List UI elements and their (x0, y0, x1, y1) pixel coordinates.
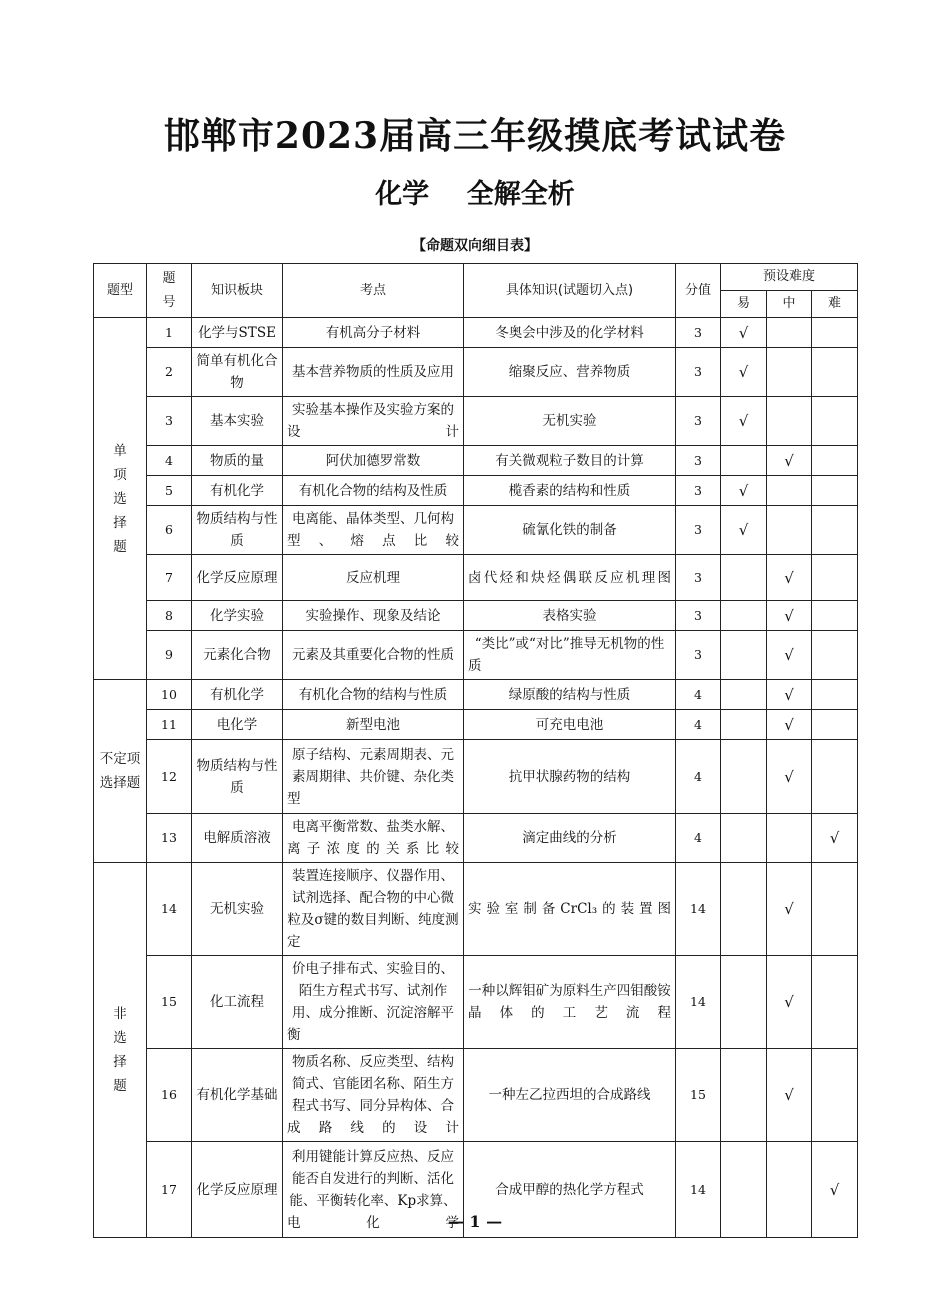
table-header (94, 264, 858, 318)
question-number-cell: 8 (147, 601, 192, 631)
score-cell: 4 (676, 710, 721, 740)
score-cell: 3 (676, 476, 721, 506)
difficulty-medium-cell: √ (767, 956, 812, 1049)
specific-cell: 缩聚反应、营养物质 (464, 348, 676, 397)
specific-cell: 有关微观粒子数目的计算 (464, 446, 676, 476)
difficulty-hard-cell (812, 476, 858, 506)
question-type-cell: 不定项选择题 (94, 680, 147, 863)
difficulty-hard-cell (812, 555, 858, 601)
difficulty-hard-cell (812, 601, 858, 631)
specific-cell: 榄香素的结构和性质 (464, 476, 676, 506)
question-number-cell: 9 (147, 631, 192, 680)
score-cell: 3 (676, 506, 721, 555)
difficulty-easy-cell (721, 680, 767, 710)
point-cell: 装置连接顺序、仪器作用、试剂选择、配合物的中心微粒及σ键的数目判断、纯度测定 (283, 863, 464, 956)
point-cell: 有机化合物的结构与性质 (283, 680, 464, 710)
header-hard: 难 (812, 291, 858, 318)
table-row (94, 446, 858, 476)
question-number-cell: 3 (147, 397, 192, 446)
table-row (94, 555, 858, 601)
header-score: 分值 (676, 264, 721, 318)
difficulty-hard-cell (812, 680, 858, 710)
difficulty-hard-cell (812, 348, 858, 397)
table-row (94, 631, 858, 680)
difficulty-medium-cell (767, 476, 812, 506)
specific-cell: 可充电电池 (464, 710, 676, 740)
specific-cell: 抗甲状腺药物的结构 (464, 740, 676, 814)
specific-cell: 滴定曲线的分析 (464, 814, 676, 863)
difficulty-medium-cell: √ (767, 710, 812, 740)
difficulty-hard-cell (812, 397, 858, 446)
table-row (94, 814, 858, 863)
score-cell: 3 (676, 601, 721, 631)
difficulty-easy-cell: √ (721, 506, 767, 555)
header-easy: 易 (721, 291, 767, 318)
module-cell: 物质的量 (192, 446, 283, 476)
question-type-cell: 单项选择题 (94, 318, 147, 680)
specific-cell: 绿原酸的结构与性质 (464, 680, 676, 710)
point-cell: 实验基本操作及实验方案的设计 (283, 397, 464, 446)
table-row (94, 318, 858, 348)
table-row (94, 601, 858, 631)
module-cell: 有机化学 (192, 680, 283, 710)
difficulty-medium-cell: √ (767, 446, 812, 476)
score-cell: 3 (676, 397, 721, 446)
question-number-cell: 16 (147, 1049, 192, 1142)
table-row (94, 710, 858, 740)
difficulty-medium-cell (767, 348, 812, 397)
difficulty-easy-cell: √ (721, 397, 767, 446)
difficulty-medium-cell: √ (767, 601, 812, 631)
score-cell: 14 (676, 1142, 721, 1238)
module-cell: 无机实验 (192, 863, 283, 956)
specific-cell: 实验室制备CrCl₃的装置图 (464, 863, 676, 956)
difficulty-easy-cell (721, 863, 767, 956)
point-cell: 有机高分子材料 (283, 318, 464, 348)
table-row (94, 476, 858, 506)
difficulty-medium-cell: √ (767, 740, 812, 814)
question-number-cell: 5 (147, 476, 192, 506)
point-cell: 原子结构、元素周期表、元素周期律、共价键、杂化类型 (283, 740, 464, 814)
difficulty-easy-cell (721, 601, 767, 631)
difficulty-medium-cell: √ (767, 631, 812, 680)
question-number-cell: 14 (147, 863, 192, 956)
difficulty-easy-cell (721, 740, 767, 814)
score-cell: 3 (676, 631, 721, 680)
difficulty-easy-cell (721, 631, 767, 680)
module-cell: 有机化学 (192, 476, 283, 506)
point-cell: 物质名称、反应类型、结构简式、官能团名称、陌生方程式书写、同分异构体、合成路线的设计 (283, 1049, 464, 1142)
specific-cell: 一种左乙拉西坦的合成路线 (464, 1049, 676, 1142)
difficulty-easy-cell: √ (721, 318, 767, 348)
module-cell: 物质结构与性质 (192, 740, 283, 814)
score-cell: 3 (676, 555, 721, 601)
score-cell: 3 (676, 446, 721, 476)
module-cell: 电解质溶液 (192, 814, 283, 863)
point-cell: 基本营养物质的性质及应用 (283, 348, 464, 397)
difficulty-medium-cell: √ (767, 680, 812, 710)
point-cell: 反应机理 (283, 555, 464, 601)
difficulty-hard-cell (812, 1049, 858, 1142)
specific-cell: 无机实验 (464, 397, 676, 446)
question-number-cell: 15 (147, 956, 192, 1049)
header-number: 题号 (147, 264, 192, 318)
score-cell: 3 (676, 348, 721, 397)
point-cell: 价电子排布式、实验目的、陌生方程式书写、试剂作用、成分推断、沉淀溶解平衡 (283, 956, 464, 1049)
specific-cell: “类比”或“对比”推导无机物的性质 (464, 631, 676, 680)
module-cell: 物质结构与性质 (192, 506, 283, 555)
score-cell: 3 (676, 318, 721, 348)
difficulty-hard-cell (812, 506, 858, 555)
header-specific: 具体知识(试题切入点) (464, 264, 676, 318)
difficulty-easy-cell (721, 956, 767, 1049)
page-title: 邯郸市2023届高三年级摸底考试试卷 (163, 115, 787, 157)
point-cell: 电离平衡常数、盐类水解、离子浓度的关系比较 (283, 814, 464, 863)
header-medium: 中 (767, 291, 812, 318)
question-type-cell: 非选择题 (94, 863, 147, 1238)
difficulty-medium-cell (767, 318, 812, 348)
difficulty-easy-cell (721, 814, 767, 863)
difficulty-medium-cell: √ (767, 863, 812, 956)
difficulty-hard-cell (812, 740, 858, 814)
specific-cell: 表格实验 (464, 601, 676, 631)
difficulty-easy-cell (721, 555, 767, 601)
module-cell: 化学实验 (192, 601, 283, 631)
table-row (94, 956, 858, 1049)
header-difficulty: 预设难度 (721, 264, 858, 291)
difficulty-easy-cell (721, 446, 767, 476)
difficulty-medium-cell (767, 814, 812, 863)
difficulty-medium-cell (767, 397, 812, 446)
question-number-cell: 4 (147, 446, 192, 476)
table-row (94, 1049, 858, 1142)
table-row (94, 740, 858, 814)
difficulty-hard-cell (812, 318, 858, 348)
difficulty-hard-cell (812, 446, 858, 476)
score-cell: 14 (676, 863, 721, 956)
question-number-cell: 6 (147, 506, 192, 555)
table-row (94, 680, 858, 710)
specific-cell: 一种以辉钼矿为原料生产四钼酸铵晶体的工艺流程 (464, 956, 676, 1049)
point-cell: 电离能、晶体类型、几何构型、熔点比较 (283, 506, 464, 555)
module-cell: 化学反应原理 (192, 1142, 283, 1238)
table-row (94, 863, 858, 956)
point-cell: 实验操作、现象及结论 (283, 601, 464, 631)
difficulty-easy-cell (721, 710, 767, 740)
specific-cell: 冬奥会中涉及的化学材料 (464, 318, 676, 348)
specific-cell: 卤代烃和炔烃偶联反应机理图 (464, 555, 676, 601)
module-cell: 电化学 (192, 710, 283, 740)
score-cell: 14 (676, 956, 721, 1049)
module-cell: 化学与STSE (192, 318, 283, 348)
question-number-cell: 12 (147, 740, 192, 814)
point-cell: 有机化合物的结构及性质 (283, 476, 464, 506)
module-cell: 化学反应原理 (192, 555, 283, 601)
difficulty-medium-cell (767, 506, 812, 555)
question-number-cell: 10 (147, 680, 192, 710)
table-row (94, 506, 858, 555)
question-number-cell: 2 (147, 348, 192, 397)
difficulty-hard-cell: √ (812, 814, 858, 863)
module-cell: 简单有机化合物 (192, 348, 283, 397)
specification-table (93, 263, 858, 1238)
difficulty-hard-cell (812, 956, 858, 1049)
module-cell: 有机化学基础 (192, 1049, 283, 1142)
point-cell: 元素及其重要化合物的性质 (283, 631, 464, 680)
difficulty-hard-cell (812, 863, 858, 956)
header-module: 知识板块 (192, 264, 283, 318)
specific-cell: 合成甲醇的热化学方程式 (464, 1142, 676, 1238)
difficulty-hard-cell (812, 710, 858, 740)
module-cell: 元素化合物 (192, 631, 283, 680)
question-number-cell: 1 (147, 318, 192, 348)
table-body (94, 318, 858, 1238)
difficulty-easy-cell: √ (721, 476, 767, 506)
score-cell: 4 (676, 680, 721, 710)
page-subtitle: 化学 全解全析 (375, 179, 575, 210)
score-cell: 4 (676, 814, 721, 863)
difficulty-medium-cell: √ (767, 555, 812, 601)
question-number-cell: 7 (147, 555, 192, 601)
specific-cell: 硫氰化铁的制备 (464, 506, 676, 555)
point-cell: 新型电池 (283, 710, 464, 740)
difficulty-hard-cell (812, 631, 858, 680)
point-cell: 利用键能计算反应热、反应能否自发进行的判断、活化能、平衡转化率、Kp求算、电化学 (283, 1142, 464, 1238)
difficulty-hard-cell: √ (812, 1142, 858, 1238)
table-caption: 【命题双向细目表】 (412, 238, 538, 254)
difficulty-easy-cell: √ (721, 348, 767, 397)
header-point: 考点 (283, 264, 464, 318)
point-cell: 阿伏加德罗常数 (283, 446, 464, 476)
question-number-cell: 11 (147, 710, 192, 740)
module-cell: 基本实验 (192, 397, 283, 446)
header-type: 题型 (94, 264, 147, 318)
score-cell: 4 (676, 740, 721, 814)
page-number: — 1 — (447, 1212, 503, 1231)
table-row (94, 397, 858, 446)
question-number-cell: 17 (147, 1142, 192, 1238)
module-cell: 化工流程 (192, 956, 283, 1049)
question-number-cell: 13 (147, 814, 192, 863)
difficulty-medium-cell: √ (767, 1049, 812, 1142)
difficulty-easy-cell (721, 1049, 767, 1142)
table-row (94, 348, 858, 397)
score-cell: 15 (676, 1049, 721, 1142)
